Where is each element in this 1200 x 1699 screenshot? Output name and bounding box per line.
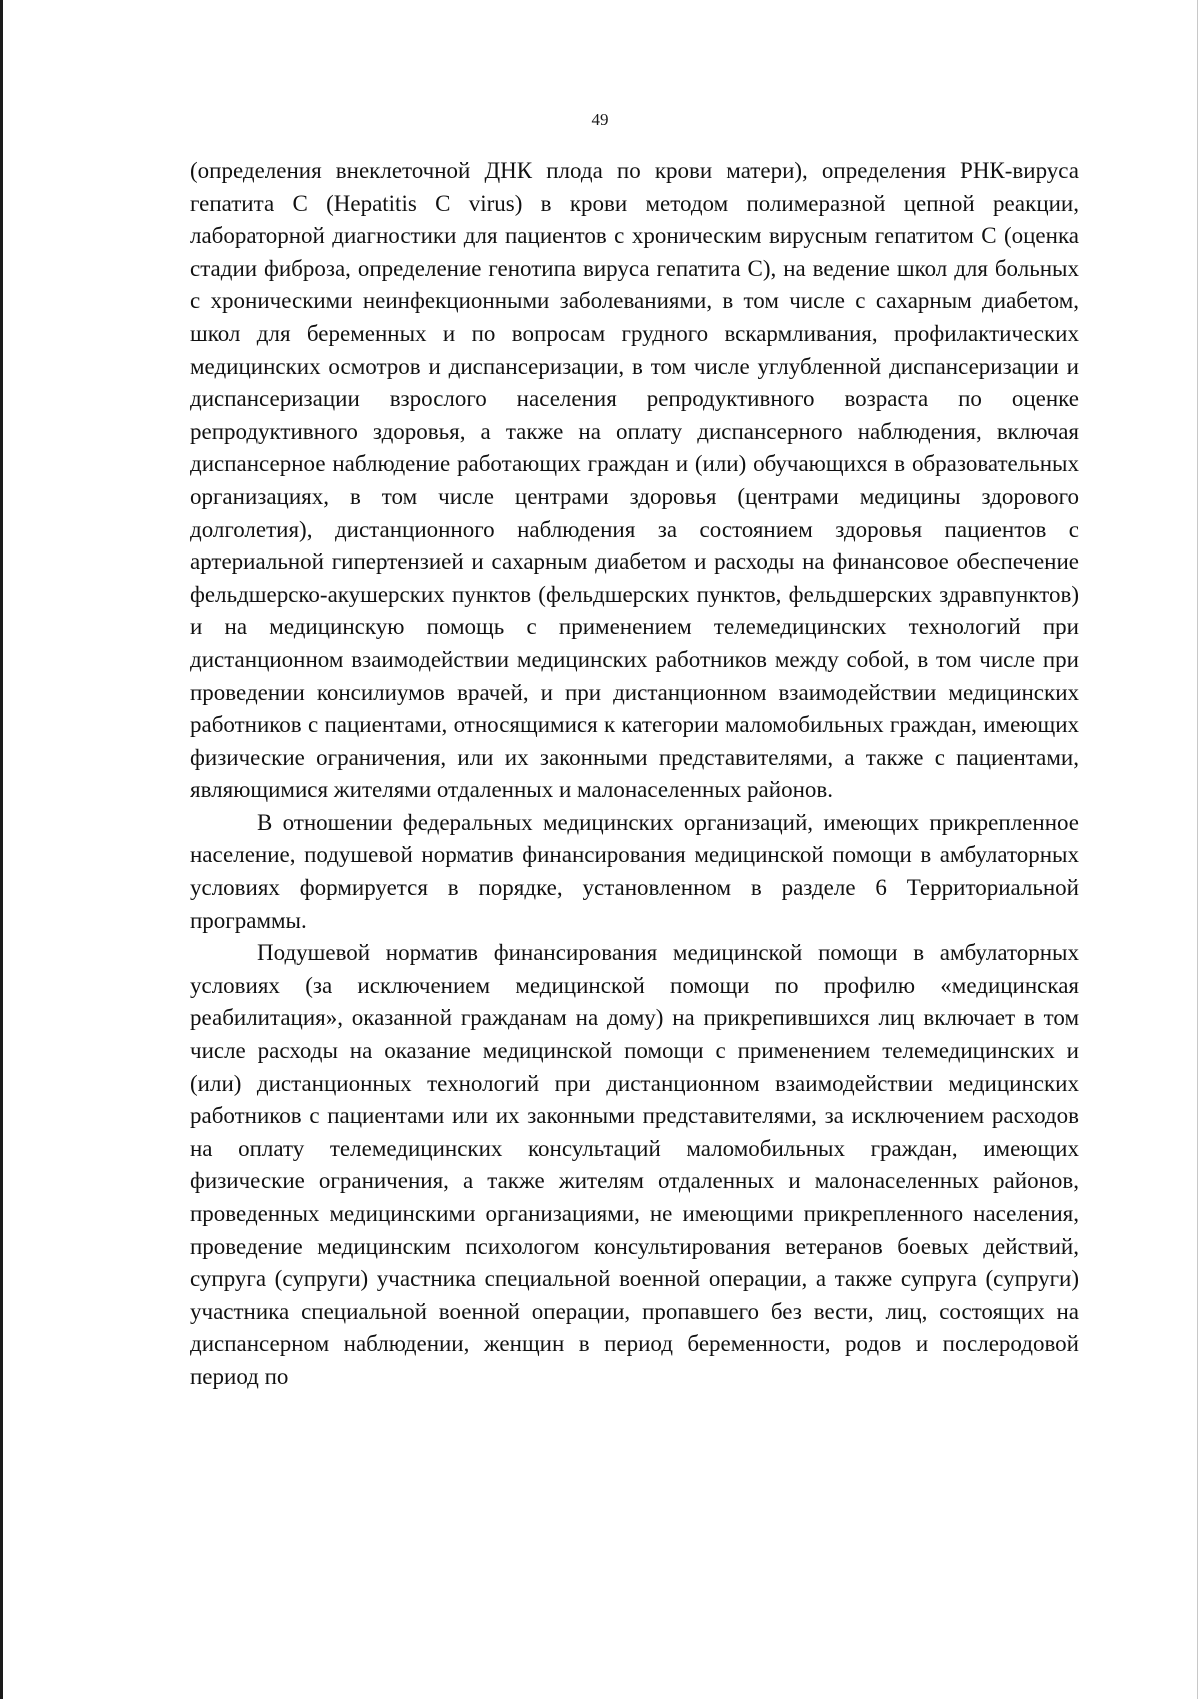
scan-right-edge: [1197, 0, 1198, 1699]
paragraph-federal-organizations: В отношении федеральных медицинских организаций, имеющих прикрепленное население, подушевой норматив финансирования медицинской помощи в амбулаторных условиях формируется в порядке, установленном в разделе 6 Территориальной программы.: [190, 809, 1079, 933]
body-text: [190, 155, 1079, 1394]
scan-left-edge: [0, 0, 3, 1699]
paragraph-continuation: (определения внеклеточной ДНК плода по крови матери), определения РНК-вируса гепатита С (Hepatitis C virus) в крови методом полимеразной цепной реакции, лабораторной диагностики для пациентов с хроническим вирусным гепатитом С (оценка стадии фиброза, определение генотипа вируса гепатита С), на ведение школ для больных с хроническими неинфекционными заболеваниями, в том числе с сахарным диабетом, школ для беременных и по вопросам грудного вскармливания, профилактических медицинских осмотров и диспансеризации, в том числе углубленной диспансеризации и диспансеризации взрослого населения репродуктивного возраста по оценке репродуктивного здоровья, а также на оплату диспансерного наблюдения, включая диспансерное наблюдение работающих граждан и (или) обучающихся в образовательных организациях, в том числе центрами здоровья (центрами медицины здорового долголетия), дистанционного наблюдения за состоянием здоровья пациентов с артериальной гипертензией и сахарным диабетом и расходы на финансовое обеспечение фельдшерско-акушерских пунктов (фельдшерских пунктов, фельдшерских здравпунктов) и на медицинскую помощь с применением телемедицинских технологий при дистанционном взаимодействии медицинских работников между собой, в том числе при проведении консилиумов врачей, и при дистанционном взаимодействии медицинских работников с пациентами, относящимися к категории маломобильных граждан, имеющих физические ограничения, или их законными представителями, а также с пациентами, являющимися жителями отдаленных и малонаселенных районов.: [190, 158, 1079, 803]
page-number: 49: [591, 110, 609, 129]
paragraph-per-capita-standard: Подушевой норматив финансирования медицинской помощи в амбулаторных условиях (за исключением медицинской помощи по профилю «медицинская реабилитация», оказанной гражданам на дому) на прикрепившихся лиц включает в том числе расходы на оказание медицинской помощи с применением телемедицинских и (или) дистанционных технологий при дистанционном взаимодействии медицинских работников с пациентами или их законными представителями, за исключением расходов на оплату телемедицинских консультаций маломобильных граждан, имеющих физические ограничения, а также жителям отдаленных и малонаселенных районов, проведенных медицинскими организациями, не имеющими прикрепленного населения, проведение медицинским психологом консультирования ветеранов боевых действий, супруга (супруги) участника специальной военной операции, а также супруга (супруги) участника специальной военной операции, пропавшего без вести, лиц, состоящих на диспансерном наблюдении, женщин в период беременности, родов и послеродовой период по: [190, 940, 1079, 1389]
